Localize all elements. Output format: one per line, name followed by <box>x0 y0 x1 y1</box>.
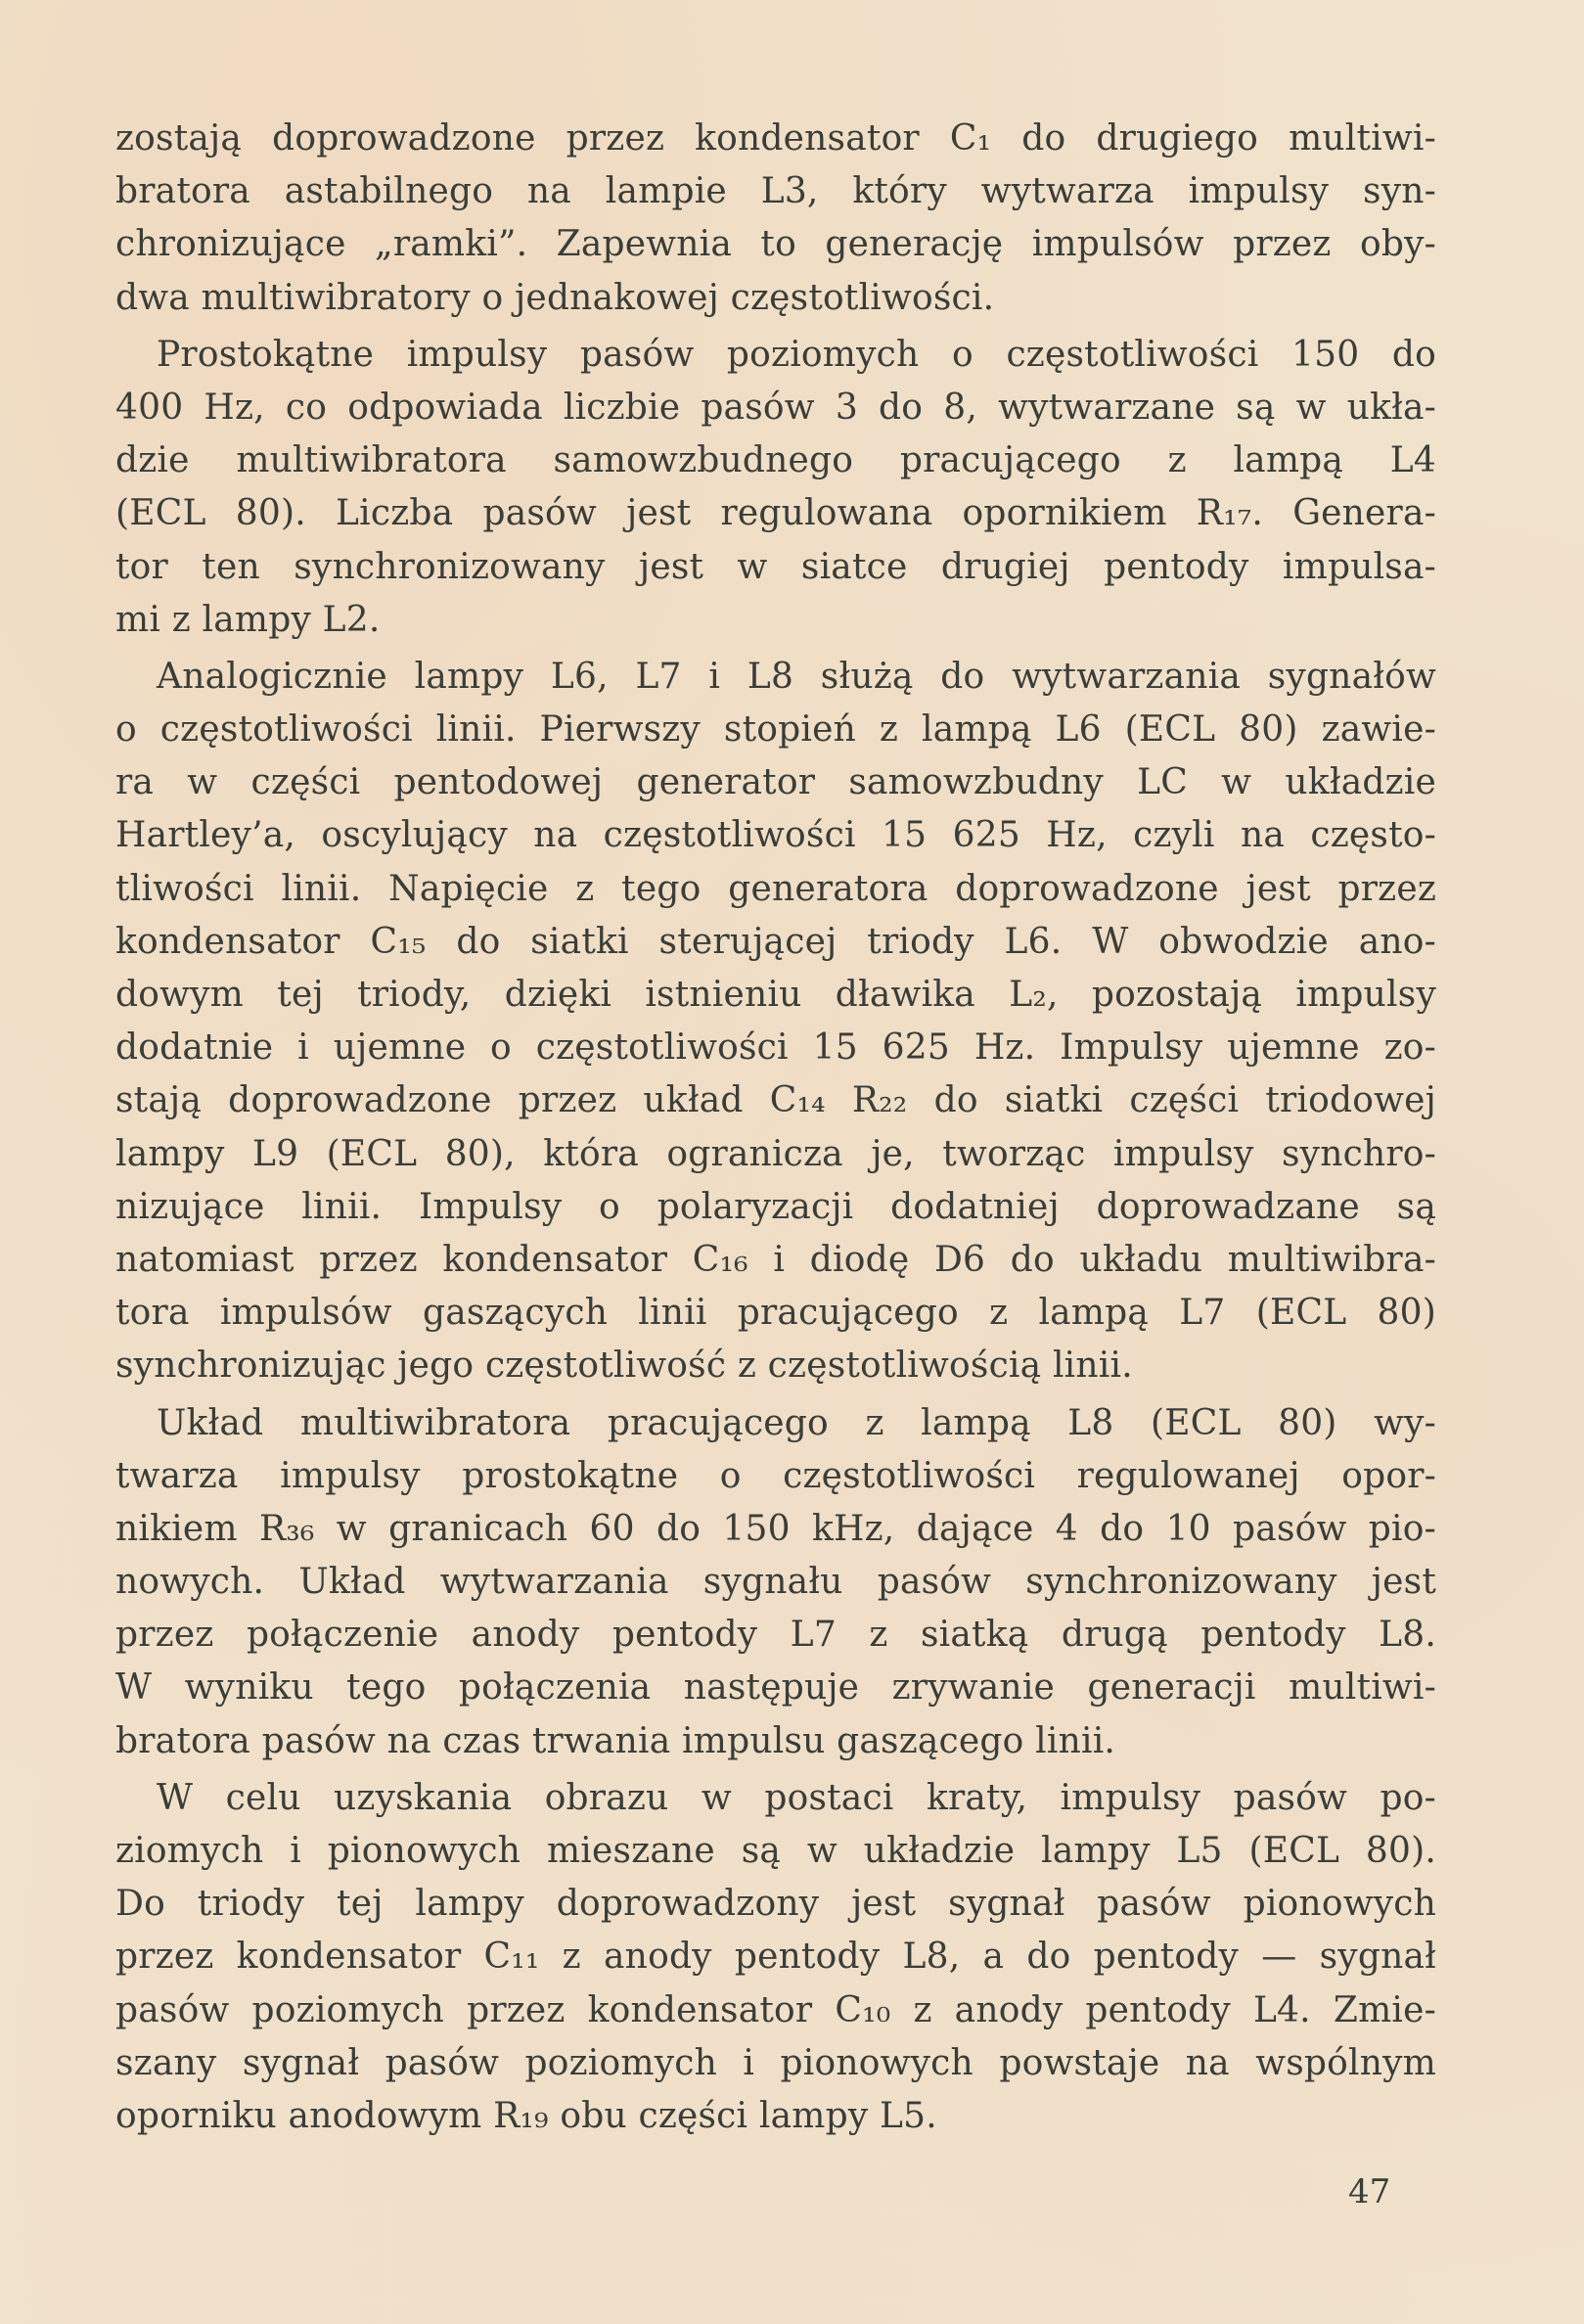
text-line: nowych. Układ wytwarzania sygnału pasów synchronizowany jest <box>115 1562 1436 1603</box>
text-line: kondensator C₁₅ do siatki sterującej triody L6. W obwodzie ano- <box>115 921 1436 962</box>
text-line: ziomych i pionowych mieszane są w układzie lampy L5 (ECL 80). <box>115 1831 1436 1871</box>
text-line: W wyniku tego połączenia następuje zrywanie generacji multiwi- <box>115 1667 1436 1709</box>
text-line: ra w części pentodowej generator samowzbudny LC w układzie <box>115 762 1436 803</box>
text-line: szany sygnał pasów poziomych i pionowych powstaje na wspólnym <box>115 2042 1436 2083</box>
text-line: dowym tej triody, dzięki istnieniu dławika L₂, pozostają impulsy <box>115 975 1436 1015</box>
text-line: dodatnie i ujemne o częstotliwości 15 625 Hz. Impulsy ujemne zo- <box>115 1027 1436 1069</box>
page-body <box>115 113 1436 2143</box>
text-line: tora impulsów gaszących linii pracującego z lampą L7 (ECL 80) <box>115 1293 1436 1334</box>
paragraph-4 <box>115 1397 1436 1768</box>
text-line: Analogicznie lampy L6, L7 i L8 służą do wytwarzania sygnałów <box>157 656 1436 697</box>
text-line: natomiast przez kondensator C₁₆ i diodę D6 do układu multiwibra- <box>115 1239 1436 1280</box>
text-line: nikiem R₃₆ w granicach 60 do 150 kHz, dające 4 do 10 pasów pio- <box>115 1508 1436 1549</box>
paragraph-5 <box>115 1772 1436 2143</box>
paragraph-1 <box>115 113 1436 325</box>
text-line: Układ multiwibratora pracującego z lampą L8 (ECL 80) wy- <box>157 1402 1436 1443</box>
text-line: synchronizując jego częstotliwość z częstotliwością linii. <box>115 1345 1133 1387</box>
text-line: twarza impulsy prostokątne o częstotliwości regulowanej opor- <box>115 1455 1436 1496</box>
text-line: (ECL 80). Liczba pasów jest regulowana opornikiem R₁₇. Genera- <box>115 493 1436 534</box>
text-line: Do triody tej lampy doprowadzony jest sygnał pasów pionowych <box>115 1884 1436 1925</box>
paragraph-3 <box>115 651 1436 1393</box>
text-line: Prostokątne impulsy pasów poziomych o częstotliwości 150 do <box>157 334 1436 375</box>
text-line: dwa multiwibratory o jednakowej częstotliwości. <box>115 277 995 318</box>
text-line: bratora astabilnego na lampie L3, który wytwarza impulsy syn- <box>115 171 1436 212</box>
text-line: lampy L9 (ECL 80), która ogranicza je, tworząc impulsy synchro- <box>115 1133 1436 1174</box>
text-line: dzie multiwibratora samowzbudnego pracującego z lampą L4 <box>115 440 1436 481</box>
text-line: oporniku anodowym R₁₉ obu części lampy L5. <box>115 2095 937 2136</box>
paragraph-2 <box>115 329 1436 647</box>
text-line: przez połączenie anody pentody L7 z siatką drugą pentody L8. <box>115 1615 1436 1656</box>
text-line: nizujące linii. Impulsy o polaryzacji dodatniej doprowadzane są <box>115 1186 1436 1227</box>
text-line: przez kondensator C₁₁ z anody pentody L8, a do pentody — sygnał <box>115 1937 1436 1978</box>
text-line: mi z lampy L2. <box>115 599 381 640</box>
text-line: W celu uzyskania obrazu w postaci kraty, impulsy pasów po- <box>157 1777 1436 1818</box>
text-line: stają doprowadzone przez układ C₁₄ R₂₂ do siatki części triodowej <box>115 1080 1436 1121</box>
text-line: tliwości linii. Napięcie z tego generatora doprowadzone jest przez <box>115 868 1436 909</box>
text-line: pasów poziomych przez kondensator C₁₀ z anody pentody L4. Zmie- <box>115 1989 1436 2030</box>
text-line: 400 Hz, co odpowiada liczbie pasów 3 do 8, wytwarzane są w ukła- <box>115 387 1436 428</box>
text-line: zostają doprowadzone przez kondensator C₁ do drugiego multiwi- <box>115 118 1436 159</box>
text-line: Hartley’a, oscylujący na częstotliwości 15 625 Hz, czyli na często- <box>115 815 1436 856</box>
page-number: 47 <box>1348 2172 1391 2211</box>
text-line: tor ten synchronizowany jest w siatce drugiej pentody impulsa- <box>115 546 1436 587</box>
text-line: bratora pasów na czas trwania impulsu gaszącego linii. <box>115 1720 1116 1761</box>
text-line: chronizujące „ramki”. Zapewnia to generację impulsów przez oby- <box>115 224 1436 265</box>
text-line: o częstotliwości linii. Pierwszy stopień z lampą L6 (ECL 80) zawie- <box>115 709 1436 751</box>
